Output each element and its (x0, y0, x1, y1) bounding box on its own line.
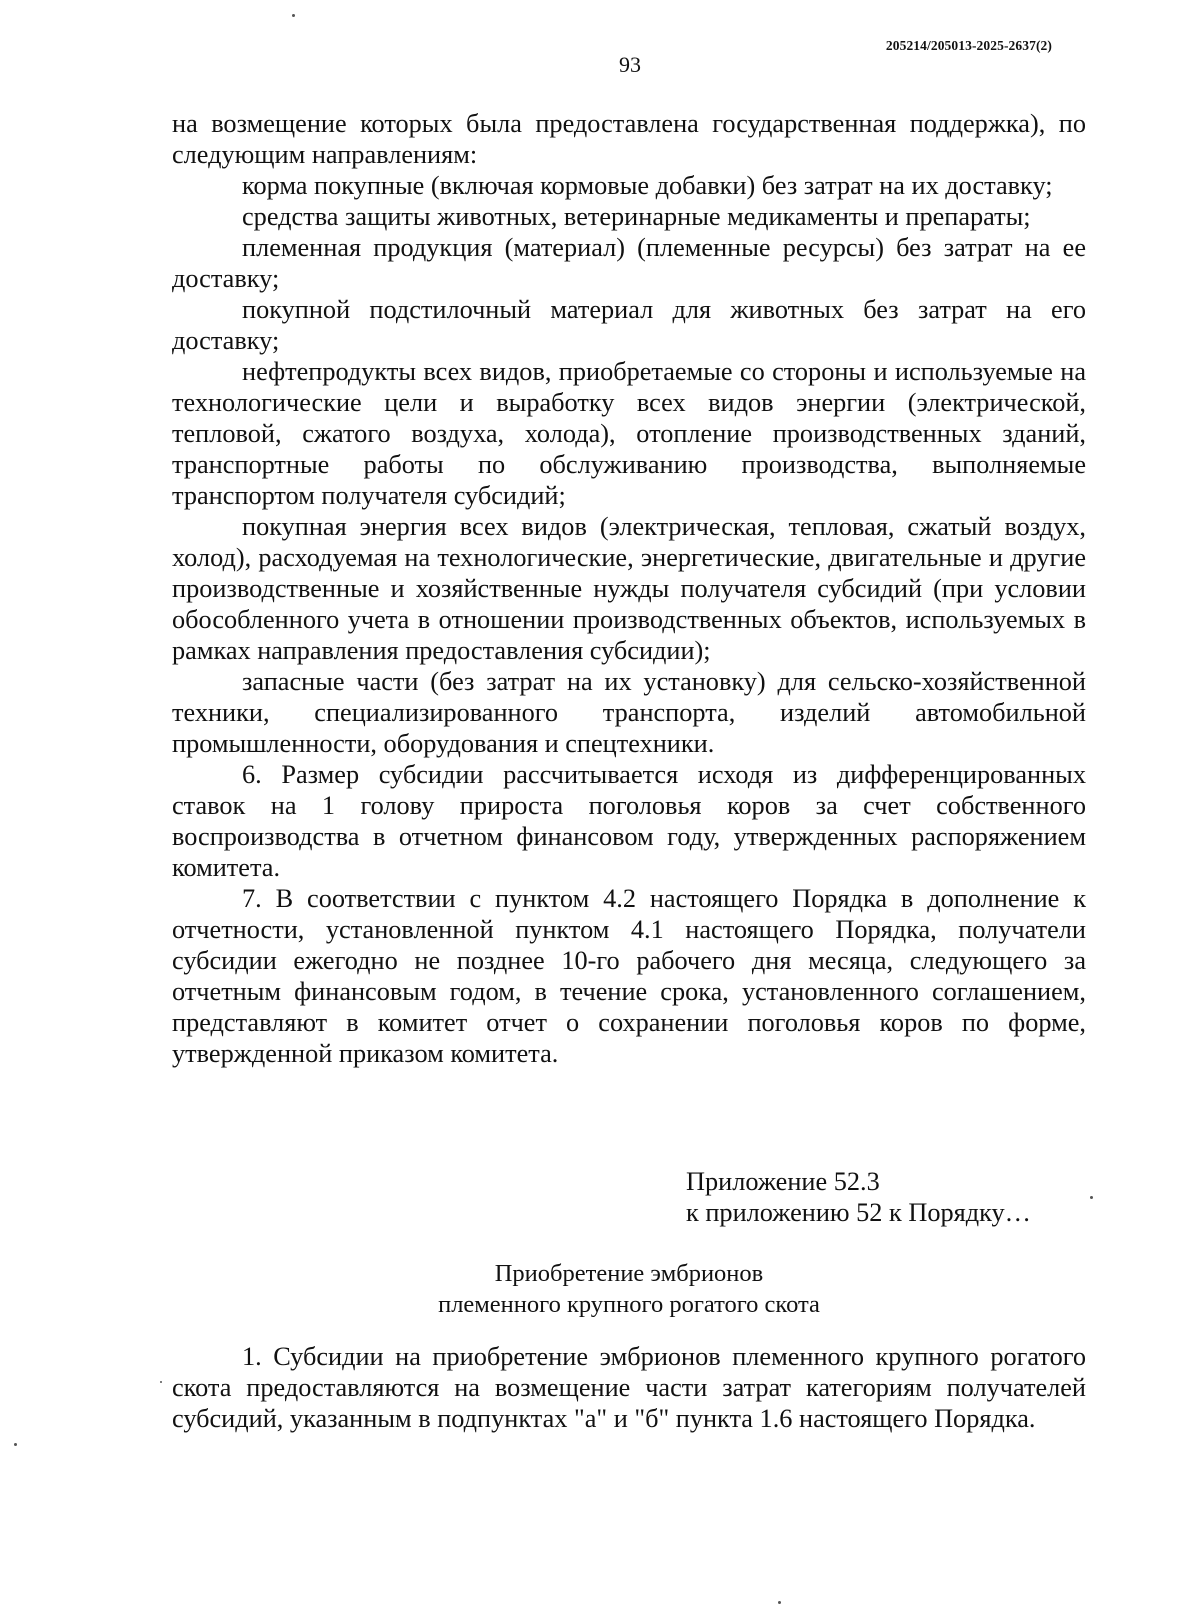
page-number: 93 (619, 52, 641, 77)
paragraph: 6. Размер субсидии рассчитывается исходя из дифференцированных ставок на 1 голову прироста поголовья коров за счет собственного воспроизводства в отчетном финансовом году, утвержденных распоряжением комитета. (172, 760, 1086, 882)
paragraph: покупной подстилочный материал для животных без затрат на его доставку; (172, 295, 1086, 355)
paragraph: корма покупные (включая кормовые добавки) без затрат на их доставку; (242, 171, 1053, 200)
scan-speck (292, 14, 295, 17)
scan-speck (14, 1443, 17, 1446)
body-text (172, 108, 1086, 1069)
paragraph: на возмещение которых была предоставлена государственная поддержка), по следующим направлениям: (172, 109, 1086, 169)
appendix-line: к приложению 52 к Порядку… (686, 1198, 1031, 1227)
section-title (172, 1258, 1086, 1320)
scan-speck (1090, 1196, 1093, 1199)
appendix-line: Приложение 52.3 (686, 1167, 880, 1196)
section-title-line: Приобретение эмбрионов (494, 1260, 764, 1287)
paragraph: 7. В соответствии с пунктом 4.2 настоящего Порядка в дополнение к отчетности, установленной пунктом 4.1 настоящего Порядка, получатели субсидии ежегодно не позднее 10-го рабочего дня месяца, следующего за отчетным финансовым годом, в течение срока, установленного соглашением, представляют в комитет отчет о сохранении поголовья коров по форме, утвержденной приказом комитета. (172, 884, 1086, 1068)
appendix-reference (686, 1166, 1106, 1228)
paragraph: племенная продукция (материал) (племенные ресурсы) без затрат на ее доставку; (172, 233, 1086, 293)
paragraph: 1. Субсидии на приобретение эмбрионов племенного крупного рогатого скота предоставляются на возмещение части затрат категориям получателей субсидий, указанным в подпунктах "а" и "б" пункта 1.6 настоящего Порядка. (172, 1342, 1086, 1433)
paragraph: запасные части (без затрат на их установку) для сельско-хозяйственной техники, специализированного транспорта, изделий автомобильной промышленности, оборудования и спецтехники. (172, 667, 1086, 758)
section-body (172, 1341, 1086, 1434)
section-title-line: племенного крупного рогатого скота (438, 1291, 820, 1318)
scan-speck (778, 1601, 781, 1604)
document-id: 205214/205013-2025-2637(2) (885, 38, 1052, 53)
paragraph: покупная энергия всех видов (электрическая, тепловая, сжатый воздух, холод), расходуемая на технологические, энергетические, двигательные и другие производственные и хозяйственные нужды получателя субсидий (при условии обособленного учета в отношении производственных объектов, используемых в рамках направления предоставления субсидии); (172, 512, 1086, 665)
paragraph: нефтепродукты всех видов, приобретаемые со стороны и используемые на технологические цели и выработку всех видов энергии (электрической, тепловой, сжатого воздуха, холода), отопление производственных зданий, транспортные работы по обслуживанию производства, выполняемые транспортом получателя субсидий; (172, 357, 1086, 510)
paragraph: средства защиты животных, ветеринарные медикаменты и препараты; (242, 202, 1031, 231)
scan-speck (160, 1381, 162, 1383)
